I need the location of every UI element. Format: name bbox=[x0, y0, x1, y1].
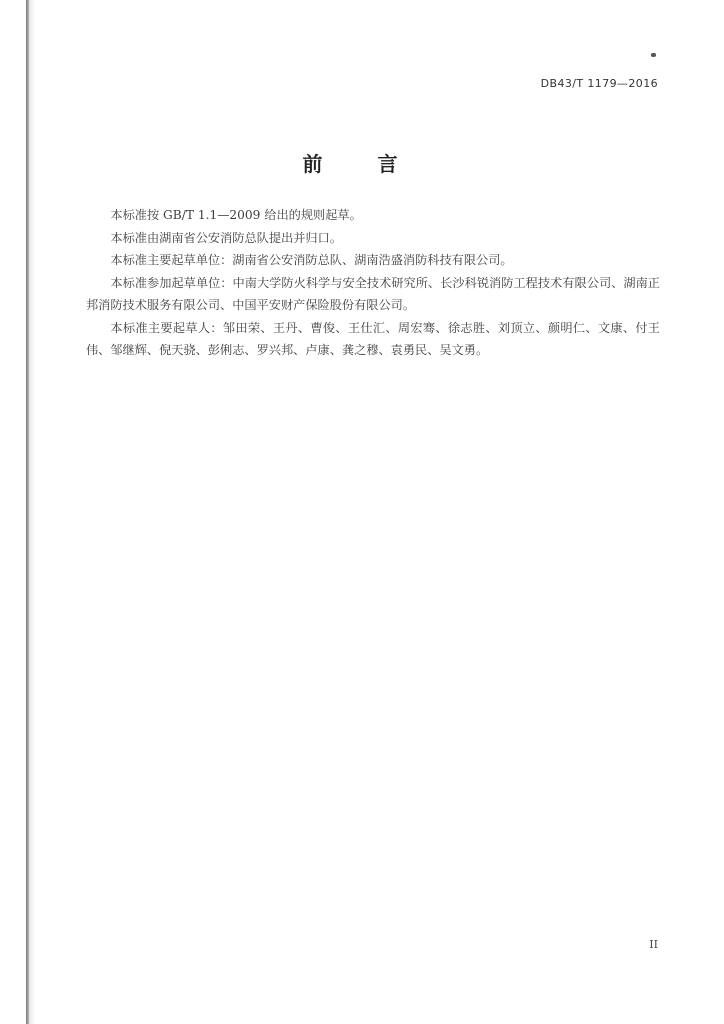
paragraph-proposer: 本标准由湖南省公安消防总队提出并归口。 bbox=[110, 230, 342, 245]
scan-speck bbox=[651, 53, 656, 57]
paragraph-drafting-rules: 本标准按 GB/T 1.1—2009 给出的规则起草。 bbox=[110, 208, 362, 222]
paragraph-main-drafters: 本标准主要起草人：邹田荣、王丹、曹俊、王仕汇、周宏骞、徐志胜、刘顶立、颜明仁、文康、付王伟、邹继辉、倪天骁、彭俐志、罗兴邦、卢康、龚之穆、袁勇民、吴文勇。 bbox=[86, 320, 660, 357]
foreword-body bbox=[86, 204, 660, 362]
page-number: II bbox=[649, 938, 658, 951]
document-code: DB43/T 1179—2016 bbox=[540, 77, 658, 90]
paragraph-main-drafting-units: 本标准主要起草单位：湖南省公安消防总队、湖南浩盛消防科技有限公司。 bbox=[110, 253, 513, 267]
page-title: 前 言 bbox=[302, 152, 422, 176]
paragraph-participating-units: 本标准参加起草单位：中南大学防火科学与安全技术研究所、长沙科锐消防工程技术有限公司、湖南正邦消防技术服务有限公司、中国平安财产保险股份有限公司。 bbox=[86, 275, 660, 312]
